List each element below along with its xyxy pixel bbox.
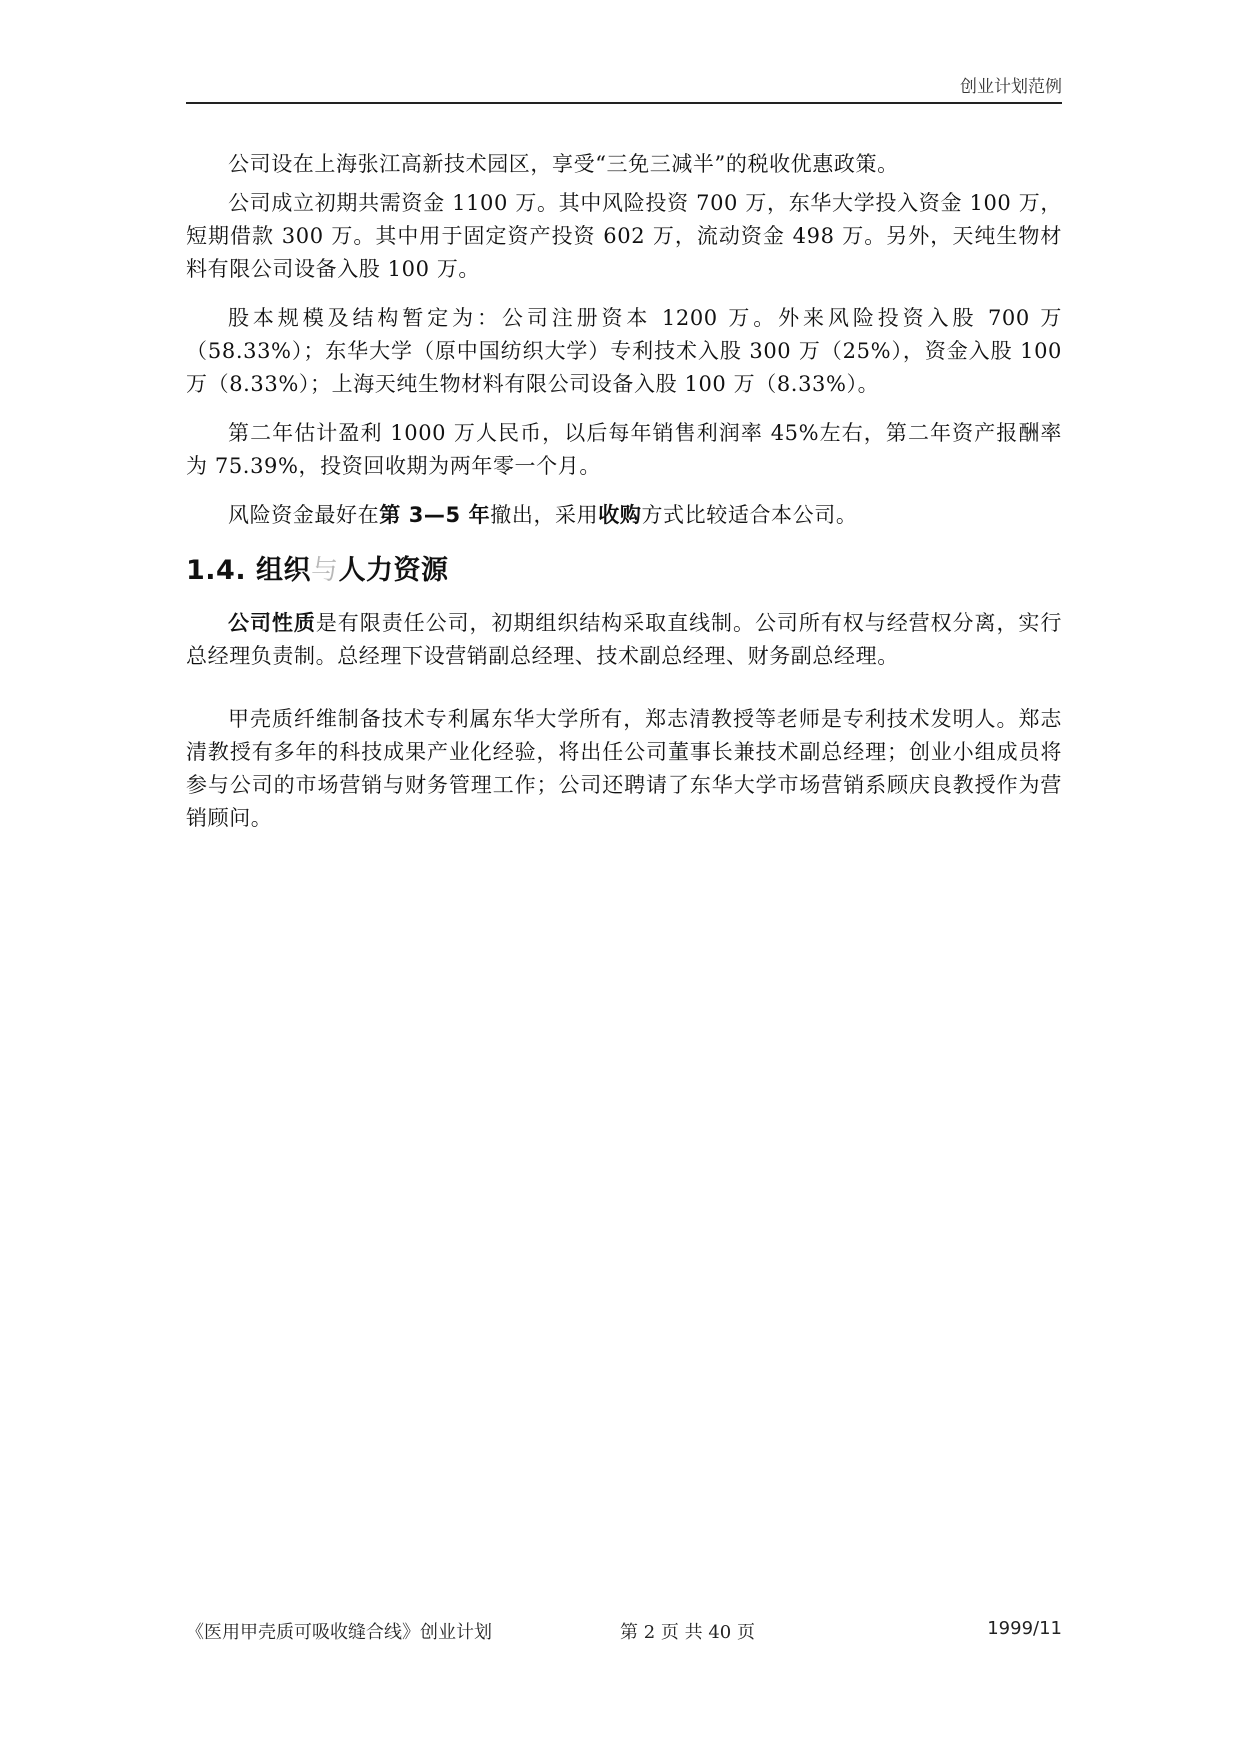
paragraph-location: 公司设在上海张江高新技术园区，享受“三免三减半”的税收优惠政策。 — [228, 152, 899, 176]
company-nature-text: 是有限责任公司，初期组织结构采取直线制。公司所有权与经营权分离，实行总经理负责制。总经理下设营销副总经理、技术副总经理、财务副总经理。 — [186, 611, 1062, 668]
header-title: 创业计划范例 — [960, 77, 1062, 97]
exit-method: 收购 — [598, 503, 642, 527]
paragraph-exit — [186, 499, 1062, 532]
paragraph-funding: 公司成立初期共需资金 1100 万。其中风险投资 700 万，东华大学投入资金 100 万，短期借款 300 万。其中用于固定资产投资 602 万，流动资金 498 万。另外，天纯生物材料有限公司设备入股 100 万。 — [186, 191, 1062, 281]
section-heading-suffix: 人力资源 — [338, 555, 449, 586]
page-footer — [186, 1618, 1062, 1648]
paragraph-equity: 股本规模及结构暂定为：公司注册资本 1200 万。外来风险投资入股 700 万（58.33%）；东华大学（原中国纺织大学）专利技术入股 300 万（25%），资金入股 100 万（8.33%）；上海天纯生物材料有限公司设备入股 100 万（8.33%）。 — [186, 306, 1062, 396]
company-nature-label: 公司性质 — [228, 611, 316, 635]
paragraph-patent-team: 甲壳质纤维制备技术专利属东华大学所有，郑志清教授等老师是专利技术发明人。郑志清教授有多年的科技成果产业化经验，将出任公司董事长兼技术副总经理；创业小组成员将参与公司的市场营销与财务管理工作；公司还聘请了东华大学市场营销系顾庆良教授作为营销顾问。 — [186, 707, 1062, 830]
section-heading-prefix: 1.4. 组织 — [186, 555, 311, 586]
paragraph-profit: 第二年估计盈利 1000 万人民币，以后每年销售利润率 45%左右，第二年资产报酬率为 75.39%，投资回收期为两年零一个月。 — [186, 421, 1062, 478]
page-header — [186, 66, 1062, 104]
footer-document-title: 《医用甲壳质可吸收缝合线》创业计划 — [186, 1622, 492, 1643]
paragraph-company-nature — [186, 607, 1062, 673]
exit-text-c: 撤出，采用 — [490, 503, 599, 527]
exit-text-e: 方式比较适合本公司。 — [641, 503, 858, 527]
exit-period: 第 3—5 年 — [379, 503, 491, 527]
footer-page-number: 第 2 页 共 40 页 — [620, 1622, 755, 1643]
footer-date: 1999/11 — [987, 1618, 1062, 1639]
section-heading-highlight: 与 — [311, 555, 339, 586]
exit-text-a: 风险资金最好在 — [228, 503, 380, 527]
section-heading — [186, 548, 1062, 587]
document-body — [186, 148, 1062, 851]
